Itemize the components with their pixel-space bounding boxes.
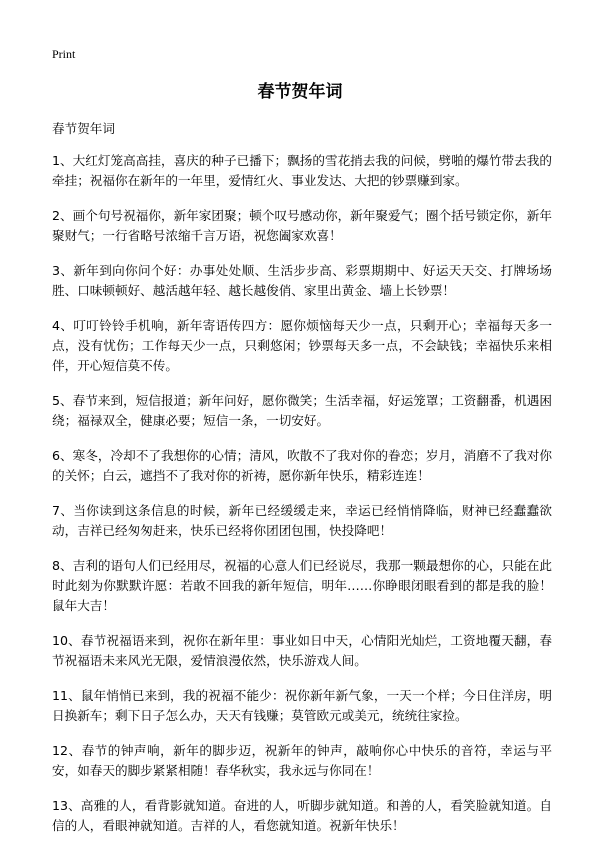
- print-label: Print: [52, 47, 76, 61]
- greeting-paragraph-11: 11、鼠年悄悄已来到，我的祝福不能少：祝你新年新气象，一天一个样；今日住洋房，明日换新车；剩下日子怎么办，天天有钱赚；莫管欧元或美元，统统往家捡。: [52, 688, 552, 723]
- greeting-paragraph-2: 2、画个句号祝福你，新年家团聚；顿个叹号感动你，新年聚爱气；圈个括号锁定你，新年聚财气；一行省略号浓缩千言万语，祝您阖家欢喜！: [52, 208, 552, 243]
- greeting-paragraph-4: 4、叮叮铃铃手机响，新年寄语传四方：愿你烦恼每天少一点，只剩开心；幸福每天多一点，没有忧伤；工作每天少一点，只剩悠闲；钞票每天多一点，不会缺钱；幸福快乐来相伴，开心短信莫不传。: [52, 318, 552, 373]
- greeting-paragraph-13: 13、高雅的人，看背影就知道。奋进的人，听脚步就知道。和善的人，看笑脸就知道。自信的人，看眼神就知道。吉祥的人，看您就知道。祝新年快乐！: [52, 798, 552, 833]
- greeting-paragraph-8: 8、吉利的语句人们已经用尽，祝福的心意人们已经说尽，我那一颗最想你的心，只能在此时此刻为你默默许愿：若敢不回我的新年短信，明年……你睁眼闭眼看到的都是我的脸！鼠年大吉！: [52, 558, 552, 613]
- greeting-paragraph-6: 6、寒冬，冷却不了我想你的心情；清风，吹散不了我对你的眷恋；岁月，消磨不了我对你的关怀；白云，遮挡不了我对你的祈祷，愿你新年快乐，精彩连连！: [52, 448, 552, 483]
- greeting-paragraph-7: 7、当你读到这条信息的时候，新年已经缓缓走来，幸运已经悄悄降临，财神已经蠢蠢欲动，吉祥已经匆匆赶来，快乐已经将你团团包围，快投降吧！: [52, 503, 552, 538]
- greeting-paragraph-5: 5、春节来到，短信报道；新年问好，愿你微笑；生活幸福，好运笼罩；工资翻番，机遇困绕；福禄双全，健康必要；短信一条，一切安好。: [52, 393, 552, 428]
- document-title: 春节贺年词: [257, 82, 343, 102]
- document-body: [52, 119, 552, 851]
- greeting-paragraph-10: 10、春节祝福语来到，祝你在新年里：事业如日中天，心情阳光灿烂，工资地覆天翻，春节祝福语未来风光无限，爱情浪漫依然，快乐游戏人间。: [52, 633, 552, 668]
- document-subtitle: 春节贺年词: [52, 121, 115, 136]
- greeting-paragraph-12: 12、春节的钟声响，新年的脚步迈，祝新年的钟声，敲响你心中快乐的音符，幸运与平安，如春天的脚步紧紧相随！春华秋实，我永远与你同在！: [52, 743, 552, 778]
- greeting-paragraph-3: 3、新年到向你问个好：办事处处顺、生活步步高、彩票期期中、好运天天交、打牌场场胜、口味顿顿好、越活越年轻、越长越俊俏、家里出黄金、墙上长钞票！: [52, 263, 552, 298]
- greeting-paragraph-1: 1、大红灯笼高高挂，喜庆的种子已播下；飘扬的雪花捎去我的问候，劈啪的爆竹带去我的牵挂；祝福你在新年的一年里，爱情红火、事业发达、大把的钞票赚到家。: [52, 153, 552, 188]
